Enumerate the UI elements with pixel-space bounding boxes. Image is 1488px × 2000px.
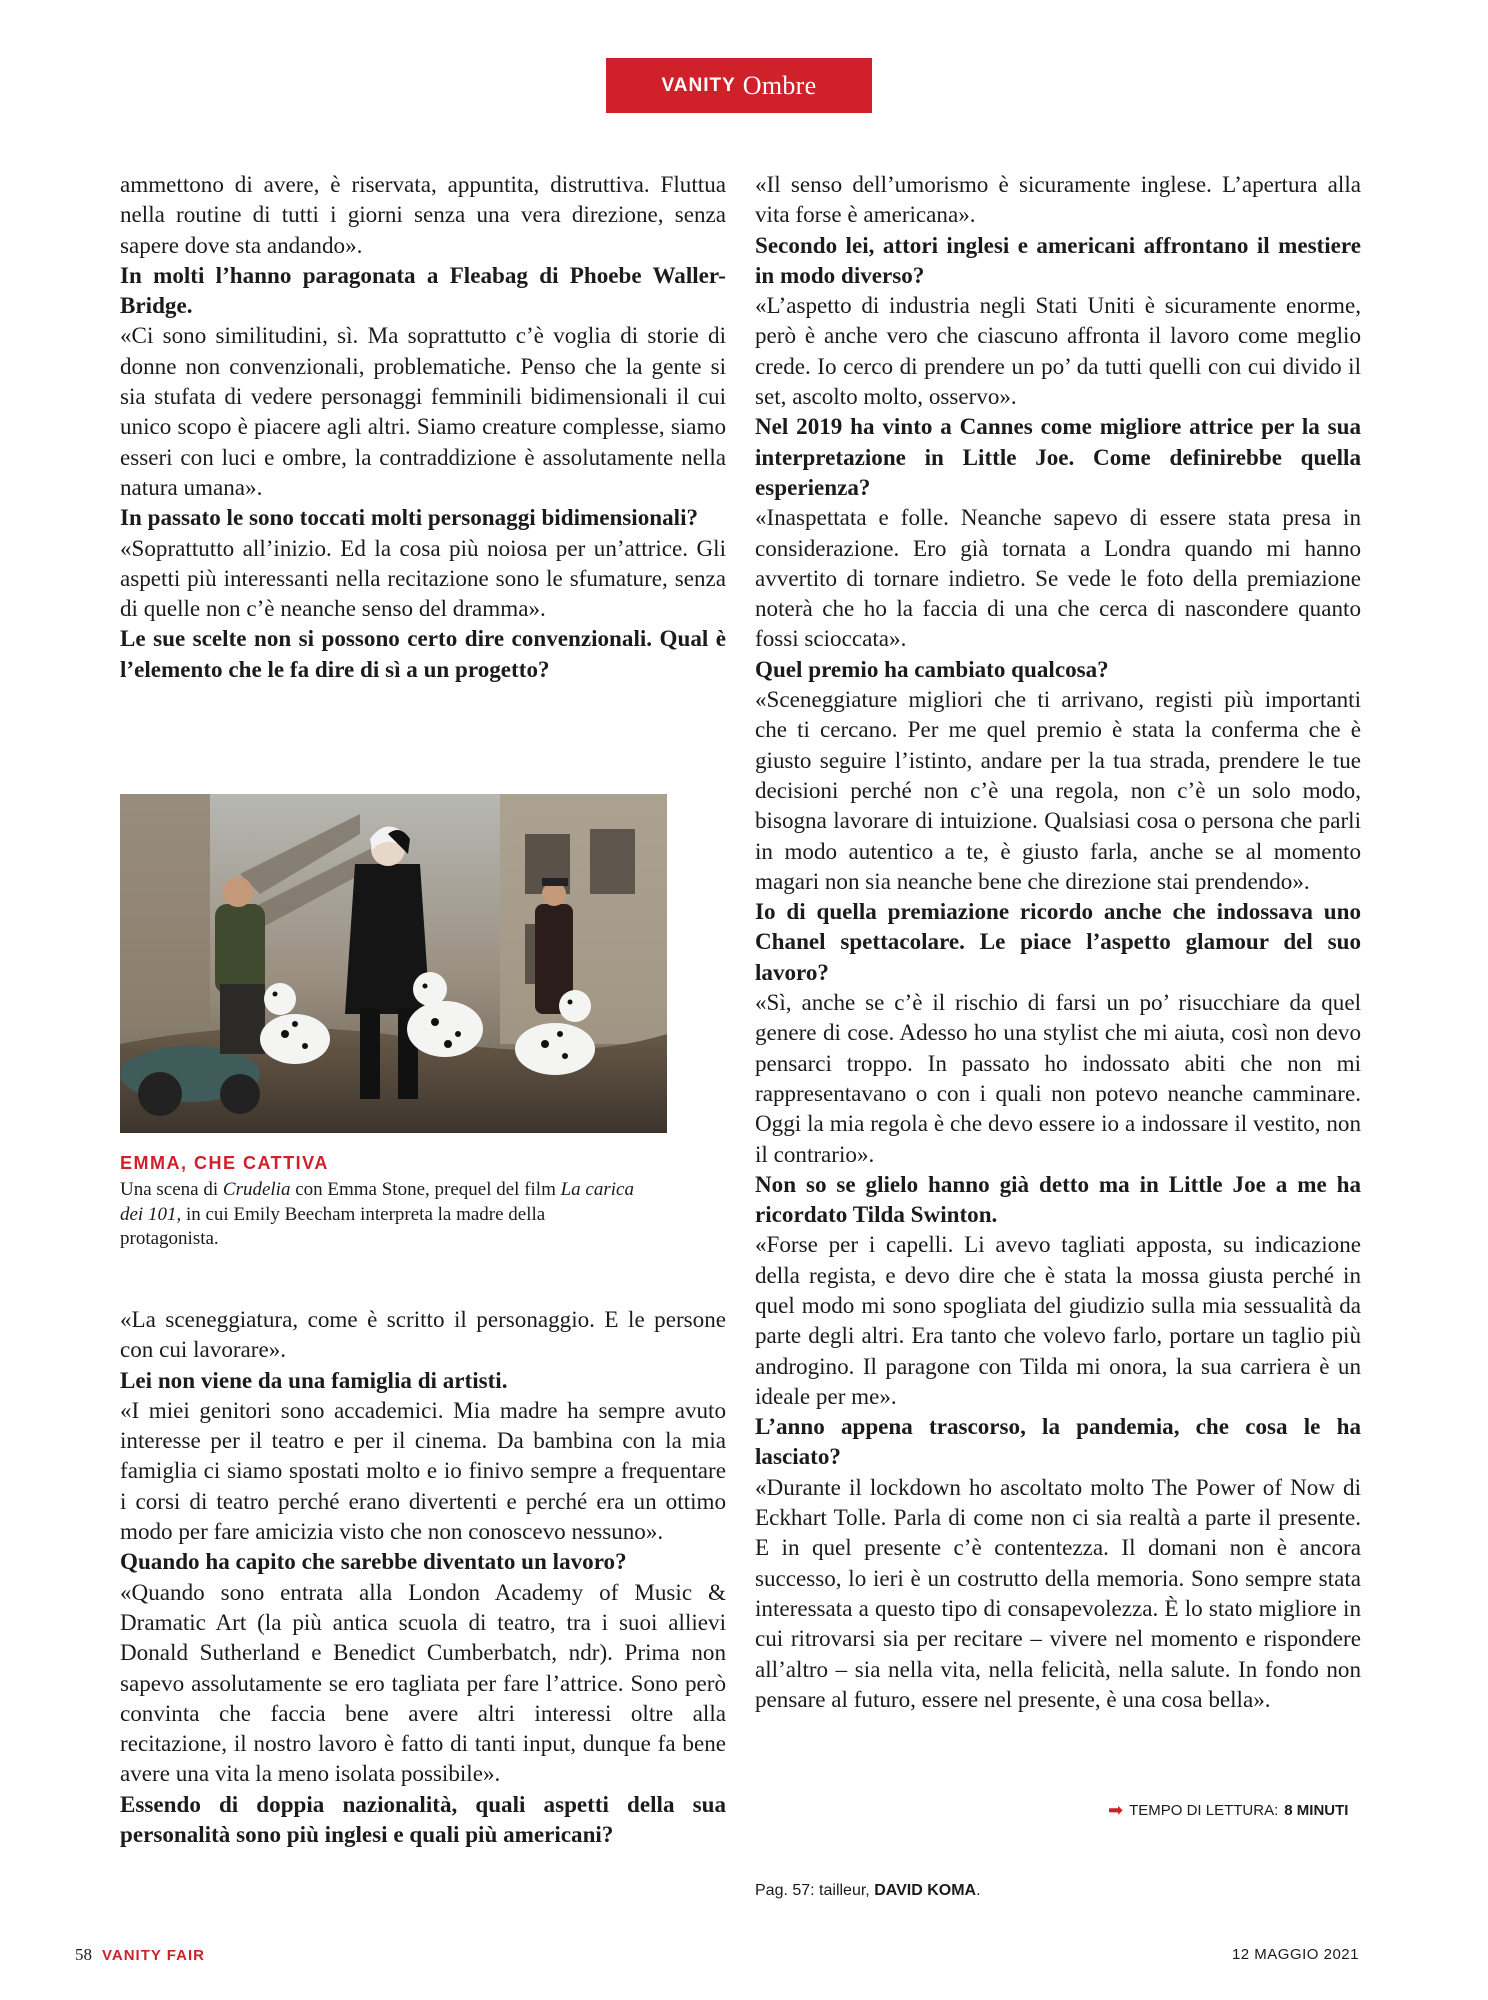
interview-answer: «Inaspettata e folle. Neanche sapevo di essere stata presa in considerazione. Ero già tornata a Londra quando mi hanno avvertito di tornare indietro. Se vede le foto della premiazione noterà che ho la faccia di una che cerca di nascondere quanto fossi scioccata». [755, 504, 1361, 652]
interview-question: Non so se glielo hanno già detto ma in Little Joe a me ha ricordato Tilda Swinton. [755, 1170, 1361, 1228]
reading-time [1108, 1800, 1348, 1821]
footer-left [75, 1945, 205, 1965]
interview-answer: «Ci sono similitudini, sì. Ma soprattutto c’è voglia di storie di donne non convenzionali, problematiche. Penso che la gente si sia stufata di vedere personaggi femminili bidimensionali il cui unico scopo è piacere agli altri. Siamo creature complesse, siamo esseri con luci e ombre, la contraddizione è assolutamente nella natura umana». [120, 322, 726, 500]
caption-title: EMMA, CHE CATTIVA [120, 1153, 329, 1173]
interview-answer: «Durante il lockdown ho ascoltato molto The Power of Now di Eckhart Tolle. Parla di come non ci sia realtà a parte il presente. E in quel presente c’è contentezza. Il domani non è ancora successo, lo ieri è un costrutto della memoria. Sono sempre stata interessata a questo tipo di consapevolezza. È lo stato migliore in cui ritrovarsi sia per recitare – vivere nel momento e rispondere all’altro – sia nella vita, nella felicità, nella salute. In fondo non pensare al futuro, essere nel presente, è una cosa bella». [755, 1473, 1361, 1712]
interview-question: Le sue scelte non si possono certo dire convenzionali. Qual è l’elemento che le fa dire di sì a un progetto? [120, 625, 726, 682]
caption-text: Una scena di Crudelia con Emma Stone, prequel del film La carica dei 101, in cui Emily Beecham interpreta la madre della protagonista. [120, 1179, 634, 1249]
issue-date: 12 MAGGIO 2021 [1231, 1946, 1359, 1963]
interview-answer: «Sceneggiature migliori che ti arrivano, registi più importanti che ti cercano. Per me quel premio è stata la conferma che è giusto seguire l’istinto, andare per la tua strada, prendere le tue decisioni perché non c’è una regola, non c’è un solo modo, bisogna lavorare di intuizione. Qualsiasi cosa o persona che parli in modo autentico a te, è giusto farla, anche se al momento magari non sia neanche bene che direzione stai prendendo». [755, 686, 1361, 894]
article-column-left-top [120, 169, 726, 739]
interview-answer: «I miei genitori sono accademici. Mia madre ha sempre avuto interesse per il teatro e per il cinema. Da bambina con la mia famiglia ci siamo spostati molto e io finivo sempre a frequentare i corsi di teatro perché erano divertenti e perché era un ottimo modo per fare amicizia visto che non conoscevo nessuno». [120, 1396, 726, 1545]
interview-question: In passato le sono toccati molti personaggi bidimensionali? [120, 504, 699, 531]
section-tag-name: Ombre [742, 70, 817, 100]
magazine-name: VANITY FAIR [102, 1947, 205, 1964]
interview-question: Nel 2019 ha vinto a Cannes come migliore attrice per la sua interpretazione in Little Joe. Come definirebbe quella esperienza? [755, 413, 1361, 500]
page-number: 58 [75, 1945, 92, 1964]
interview-question: Quel premio ha cambiato qualcosa? [755, 655, 1109, 682]
arrow-right-icon: ➡ [1108, 1800, 1124, 1820]
interview-answer: «Sì, anche se c’è il rischio di farsi un po’ risucchiare da quel genere di cose. Adesso ho una stylist che mi aiuta, così non devo pensarci troppo. In passato ho indossato abiti che non mi rappresentavano o con i quali non potevo neanche camminare. Oggi la mia regola è che devo essere io a indossare il vestito, non il contrario». [755, 989, 1361, 1167]
article-photo [120, 794, 667, 1133]
interview-answer: «Quando sono entrata alla London Academy of Music & Dramatic Art (la più antica scuola di teatro, tra i suoi allievi Donald Sutherland e Benedict Cumberbatch, ndr). Prima non sapevo assolutamente se ero tagliata per fare l’attrice. Sono però convinta che faccia bene avere altri interessi oltre alla recitazione, il nostro lavoro è fatto di tanti input, dunque fa bene avere una vita la meno isolata possibile». [120, 1578, 726, 1787]
interview-question: In molti l’hanno paragonata a Fleabag di Phoebe Waller-Bridge. [120, 261, 726, 319]
interview-question: L’anno appena trascorso, la pandemia, che cosa le ha lasciato? [755, 1413, 1361, 1470]
article-column-left-bottom [120, 1304, 726, 1872]
interview-answer: «Soprattutto all’inizio. Ed la cosa più noiosa per un’attrice. Gli aspetti più interessanti nella recitazione sono le sfumature, senza di quelle non c’è neanche senso del dramma». [120, 534, 726, 622]
interview-question: Io di quella premiazione ricordo anche che indossava uno Chanel spettacolare. Le piace l’aspetto glamour del suo lavoro? [755, 898, 1361, 985]
interview-answer: ammettono di avere, è riservata, appuntita, distruttiva. Fluttua nella routine di tutti i giorni senza una vera direzione, senza sapere dove sta andando». [120, 171, 726, 258]
reading-time-label: TEMPO DI LETTURA: [1129, 1802, 1279, 1819]
interview-question: Secondo lei, attori inglesi e americani affrontano il mestiere in modo diverso? [755, 231, 1361, 288]
photo-credit: Pag. 57: tailleur, DAVID KOMA. [755, 1882, 981, 1899]
interview-answer: «La sceneggiatura, come è scritto il personaggio. E le persone con cui lavorare». [120, 1306, 726, 1363]
reading-time-value: 8 MINUTI [1284, 1802, 1349, 1819]
interview-answer: «L’aspetto di industria negli Stati Uniti è sicuramente enorme, però è anche vero che ciascuno affronta il lavoro come meglio crede. Io cerco di prendere un po’ da tutti quelli con cui divido il set, ascolto molto, osservo». [755, 292, 1361, 410]
section-tag-brand: VANITY [661, 74, 736, 96]
section-tag [606, 58, 872, 113]
interview-question: Lei non viene da una famiglia di artisti. [120, 1366, 508, 1393]
movie-scene-photo [120, 794, 667, 1133]
interview-question: Essendo di doppia nazionalità, quali aspetti della sua personalità sono più inglesi e quali più americani? [120, 1790, 726, 1848]
article-column-right [755, 169, 1361, 1759]
interview-answer: «Forse per i capelli. Li avevo tagliati apposta, su indicazione della regista, e devo dire che è stata la mossa giusta perché in quel modo mi sono spogliata del giudizio sulla mia sessualità da parte degli altri. Era tanto che volevo farlo, portare un taglio più androgino. Il paragone con Tilda mi onora, la sua carriera è un ideale per me». [755, 1231, 1361, 1409]
interview-question: Quando ha capito che sarebbe diventato un lavoro? [120, 1548, 627, 1575]
interview-answer: «Il senso dell’umorismo è sicuramente inglese. L’apertura alla vita forse è americana». [755, 171, 1361, 228]
